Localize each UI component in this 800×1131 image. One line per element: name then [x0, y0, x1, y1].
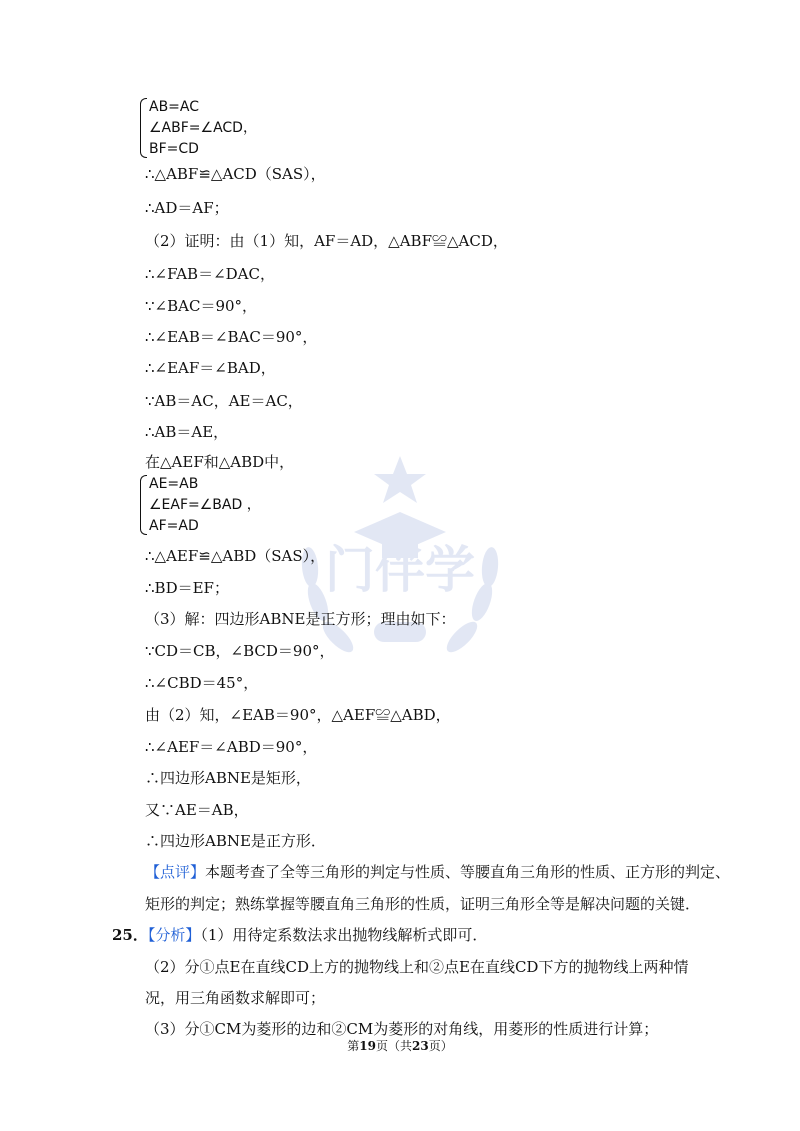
- page-number: 19: [359, 1039, 376, 1053]
- system-row: AB=AC: [149, 99, 200, 115]
- footer-suffix: 页）: [428, 1039, 453, 1053]
- solution-line: （2）证明：由（1）知，AF＝AD，△ABF≌△ACD，: [145, 232, 508, 250]
- footer-middle: 页（共: [375, 1039, 412, 1053]
- watermark-star-icon: [374, 456, 426, 503]
- solution-line: （3）解：四边形ABNE是正方形；理由如下：: [145, 610, 456, 628]
- comment-paragraph: [145, 862, 730, 882]
- solution-line: 在△AEF和△ABD中，: [145, 453, 295, 471]
- analysis-part-1: （1）用待定系数法求出抛物线解析式即可．: [200, 926, 488, 944]
- system-row: AF=AD: [149, 518, 199, 534]
- solution-line: ∴BD＝EF；: [145, 579, 229, 597]
- solution-line: ∴△AEF≌△ABD（SAS），: [145, 547, 326, 565]
- analysis-part-2: （2）分①点E在直线CD上方的抛物线上和②点E在直线CD下方的抛物线上两种情: [145, 958, 689, 976]
- system-row: ∠ABF=∠ACD，: [149, 120, 257, 136]
- solution-line: ∴∠AEF＝∠ABD＝90°，: [145, 738, 318, 756]
- analysis-tag: 【分析】: [147, 926, 201, 944]
- solution-line: ∴四边形ABNE是矩形，: [145, 769, 311, 787]
- solution-line: ∵AB＝AC，AE＝AC，: [145, 392, 303, 410]
- solution-line: ∵∠BAC＝90°，: [145, 297, 258, 315]
- analysis-part-2-cont: 况，用三角函数求解即可；: [145, 989, 326, 1007]
- question-25-analysis: [112, 925, 487, 945]
- solution-line: ∴AD＝AF；: [145, 199, 229, 217]
- solution-line: ∴∠FAB＝∠DAC，: [145, 265, 275, 283]
- system-row: AE=AB: [149, 476, 199, 492]
- left-brace-icon: [140, 475, 147, 535]
- solution-line: ∴△ABF≌△ACD（SAS），: [145, 165, 326, 183]
- analysis-part-3: （3）分①CM为菱形的边和②CM为菱形的对角线，用菱形的性质进行计算；: [145, 1020, 659, 1038]
- solution-line: 又∵AE＝AB，: [145, 801, 249, 819]
- solution-line: ∴AB＝AE，: [145, 423, 229, 441]
- comment-paragraph-cont: 矩形的判定；熟练掌握等腰直角三角形的性质，证明三角形全等是解决问题的关键．: [145, 895, 701, 913]
- page-total: 23: [412, 1039, 429, 1053]
- system-row: BF=CD: [149, 141, 199, 157]
- solution-line: 由（2）知，∠EAB＝90°，△AEF≌△ABD，: [145, 706, 451, 724]
- solution-line: ∴四边形ABNE是正方形．: [145, 832, 326, 850]
- left-brace-icon: [140, 98, 147, 158]
- footer-prefix: 第: [347, 1039, 360, 1053]
- solution-line: ∴∠EAF＝∠BAD，: [145, 359, 276, 377]
- solution-line: ∴∠CBD＝45°，: [145, 674, 259, 692]
- page-footer: [0, 1038, 800, 1054]
- question-number: 25．: [112, 926, 148, 944]
- watermark-text: 门伴学: [325, 541, 475, 599]
- system-row: ∠EAF=∠BAD ，: [149, 497, 261, 513]
- comment-text: 本题考查了全等三角形的判定与性质、等腰直角三角形的性质、正方形的判定、: [205, 863, 731, 881]
- comment-tag: 【点评】: [145, 863, 206, 881]
- solution-line: ∵CD＝CB，∠BCD＝90°，: [145, 642, 335, 660]
- solution-line: ∴∠EAB＝∠BAC＝90°，: [145, 328, 318, 346]
